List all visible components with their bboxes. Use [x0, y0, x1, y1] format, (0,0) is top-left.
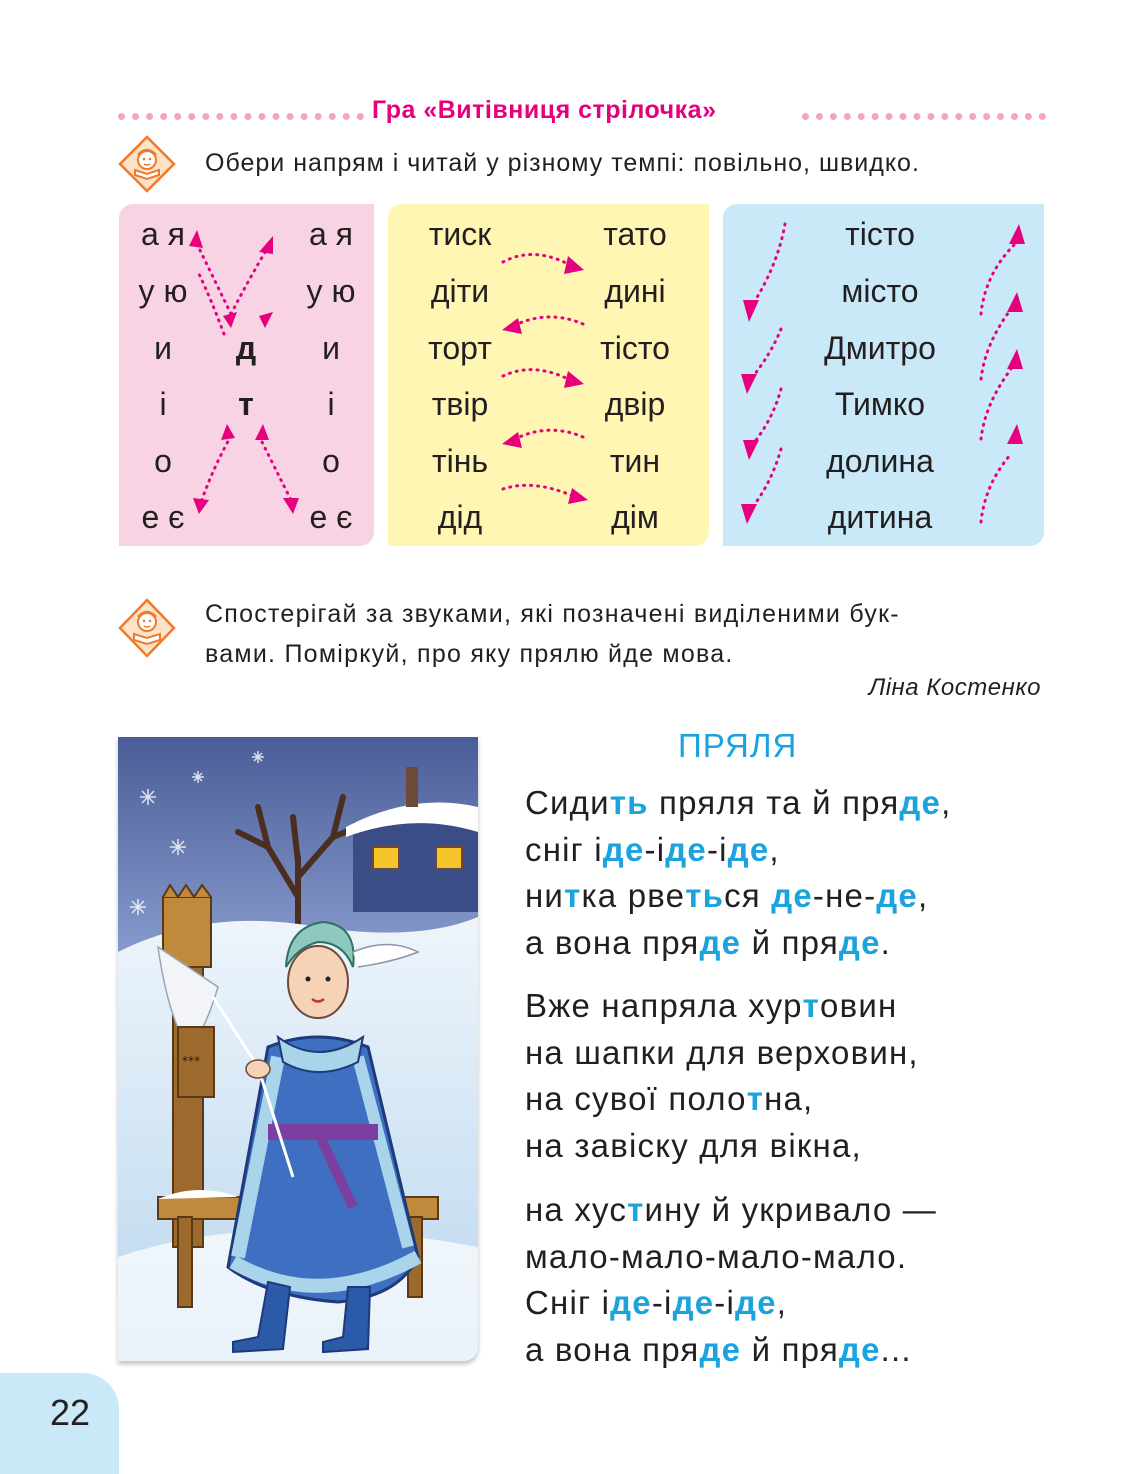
poem-text: на шапки для верховин, [525, 1033, 919, 1071]
word-blue: Дмитро [824, 330, 936, 366]
word-right: двір [604, 386, 666, 422]
dotted-rule-right [802, 113, 1046, 120]
syllable-right: і [327, 386, 335, 422]
word-blue: тісто [845, 216, 915, 252]
poem-text: на хус [525, 1191, 628, 1228]
poem-stanza-3 [525, 1187, 937, 1373]
arrow-icon [1007, 349, 1023, 369]
arrow-icon [741, 374, 757, 394]
highlighted-letters: де [610, 1284, 652, 1321]
poem-line [525, 873, 951, 920]
poem-line [525, 1123, 919, 1170]
syllable-left: и [154, 330, 172, 366]
arrow-icon [741, 504, 757, 524]
highlighted-letters: де [672, 1284, 715, 1321]
word-left: торт [428, 330, 492, 366]
yellow-arrows [388, 204, 709, 546]
poem-text: Сніг і [525, 1284, 611, 1321]
highlighted-letters: т [627, 1191, 645, 1228]
word-blue: Тимко [834, 386, 926, 422]
highlighted-letters: де [665, 830, 707, 868]
poem-line [525, 1030, 919, 1077]
word-left: діти [430, 273, 490, 309]
consonant-center: д [235, 330, 257, 366]
consonant-center: т [238, 386, 254, 422]
instruction-text: Обери напрям і читай у різному темпі: повільно, швидко. [205, 149, 920, 177]
page-number: 22 [50, 1392, 91, 1433]
poem-text: на сувої поло [525, 1080, 747, 1117]
poem-text: ка рве [581, 877, 686, 914]
syllable-right: у ю [306, 273, 356, 309]
syllable-left: е є [141, 499, 185, 535]
poem-line [525, 827, 951, 874]
dotted-rule-left [118, 113, 364, 120]
poem-text: й пря [741, 1330, 839, 1368]
poem-text: , [776, 1284, 788, 1321]
syllable-left: о [154, 443, 172, 479]
poem-line [525, 780, 951, 827]
poem-line [525, 1327, 937, 1374]
poem-text: овин [820, 987, 898, 1024]
arrow-icon [1009, 224, 1025, 244]
syllable-right: а я [308, 216, 353, 252]
syllable-right: и [322, 330, 340, 366]
word-blue: місто [841, 273, 919, 309]
highlighted-letters: де [838, 923, 881, 961]
highlighted-letters: т [746, 1080, 765, 1117]
arrow-icon [255, 424, 269, 440]
poem-text: -і [714, 1284, 735, 1321]
word-right: тато [603, 216, 667, 252]
highlighted-letters: де [727, 830, 770, 868]
word-blue: дитина [827, 499, 933, 535]
word-right: дині [604, 273, 666, 309]
poem-stanza-2 [525, 983, 919, 1169]
highlighted-letters: т [802, 987, 821, 1024]
spinner-woman-illustration [118, 737, 478, 1361]
poem-text: мало-мало-мало-мало. [525, 1237, 908, 1275]
poem-text: -і [706, 830, 728, 868]
syllable-right: о [322, 443, 340, 479]
poem-line [525, 1280, 937, 1327]
word-right: тісто [600, 330, 670, 366]
arrow-icon [221, 424, 235, 440]
poem-text: ину й укривало — [644, 1191, 937, 1228]
poem-stanza-1 [525, 780, 951, 966]
game-title: Гра «Витівниця стрілочка» [372, 96, 717, 124]
arrow-icon [223, 312, 237, 328]
poem-text: , [769, 830, 780, 868]
arrow-icon [259, 312, 273, 328]
highlighted-letters: де [899, 784, 942, 821]
poem-line [525, 1187, 937, 1234]
task-line-2: вами. Поміркуй, про яку прялю йде мова. [205, 640, 734, 668]
highlighted-letters: де [735, 1284, 777, 1321]
poem-line [525, 1076, 919, 1123]
poem-text: . [880, 923, 891, 961]
syllable-right: е є [309, 499, 353, 535]
word-left: тінь [431, 443, 489, 479]
reading-boy-icon [118, 598, 176, 662]
poem-text: Вже напряла хур [525, 987, 803, 1024]
pink-arrows [119, 204, 374, 546]
poem-text: -і [651, 1284, 673, 1321]
poem-text: сніг і [525, 830, 603, 868]
highlighted-letters: де [876, 877, 918, 914]
arrow-icon [743, 440, 759, 460]
arrow-icon [1007, 424, 1023, 444]
poem-text: ни [525, 877, 565, 914]
poem-text: й пря [741, 923, 839, 961]
poem-line [525, 983, 919, 1030]
poem-text: , [917, 877, 929, 914]
word-left: дід [437, 499, 483, 535]
highlighted-letters: де [602, 830, 645, 868]
word-left: тиск [428, 216, 492, 252]
poem-text: -не- [812, 877, 877, 914]
poem-text: , [941, 784, 952, 821]
highlighted-letters: т [564, 877, 582, 914]
blue-arrows [723, 204, 1044, 546]
task-line-1: Спостерігай за звуками, які позначені виділеними бук- [205, 600, 900, 628]
arrow-icon [743, 300, 759, 322]
poem-text: а вона пря [525, 1330, 700, 1368]
arrow-icon [259, 236, 273, 254]
highlighted-letters: ть [685, 877, 725, 914]
highlighted-letters: де [699, 923, 742, 961]
poem-line [525, 1234, 937, 1281]
highlighted-letters: де [838, 1330, 881, 1368]
poem-text: пряля та й пря [648, 784, 900, 821]
poem-text: на завіску для вікна, [525, 1126, 862, 1164]
poem-text: а вона пря [525, 923, 700, 961]
poem-text: -і [644, 830, 666, 868]
poem-text: на, [764, 1080, 814, 1117]
word-right: дім [611, 499, 659, 535]
svg-text:***: *** [182, 1054, 200, 1068]
arrow-icon [1007, 292, 1023, 312]
poem-text: ... [880, 1330, 912, 1368]
syllable-left: а я [140, 216, 185, 252]
poem-text: ся [724, 877, 772, 914]
word-blue: долина [826, 443, 934, 479]
reading-boy-icon [118, 135, 176, 193]
highlighted-letters: де [699, 1330, 742, 1368]
poem-line [525, 920, 951, 967]
syllable-left: і [159, 386, 167, 422]
syllable-left: у ю [138, 273, 188, 309]
word-left: твір [431, 386, 489, 422]
poem-author: Ліна Костенко [868, 674, 1041, 701]
highlighted-letters: де [771, 877, 813, 914]
poem-text: Сиди [525, 784, 610, 821]
word-right: тин [609, 443, 661, 479]
poem-title: ПРЯЛЯ [678, 727, 798, 764]
highlighted-letters: ть [609, 784, 649, 821]
